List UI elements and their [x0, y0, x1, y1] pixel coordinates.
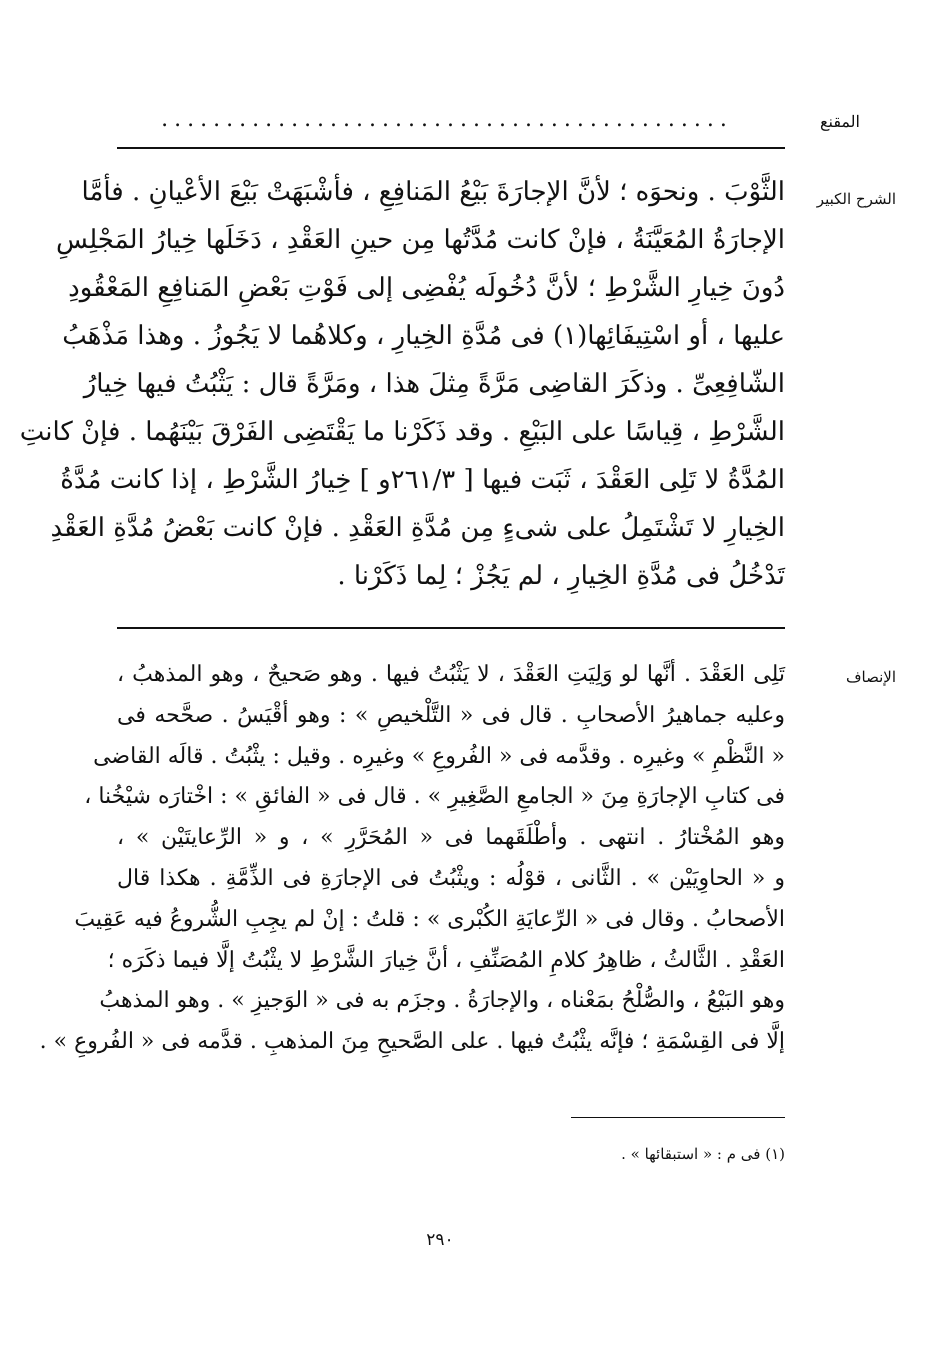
insaf-line: العَقْدِ . الثَّالثُ ، ظاهِرُ كلامِ المُصَنِّفِ ، أنَّ خِيارَ الشَّرْطِ لا يثْبُتُ إلَّا فيما ذكَرَه ؛: [107, 947, 785, 973]
sharh-section-label: الشرح الكبير: [816, 190, 896, 208]
sharh-line: تَدْخُلُ فى مُدَّةِ الخِيارِ ، لم يَجُزْ ؛ لِما ذَكَرْنا .: [337, 561, 785, 591]
footnote: (١) فى م : « استبقائها » .: [621, 1145, 785, 1163]
insaf-section-label: الإنصاف: [845, 668, 896, 686]
section-divider-rule: [117, 627, 785, 629]
sharh-line: الثَّوْبَ . ونحوَه ؛ لأنَّ الإجارَةَ بَيْعُ المَنافِعِ ، فأشْبَهَتْ بَيْعَ الأعْيانِ . فأمَّا: [81, 177, 785, 207]
insaf-line: و « الحاوِيَيْن » . الثَّانى ، قوْلُه : ويثْبُتُ فى الإجارَةِ فى الذِّمَّةِ . هكذا قال: [117, 865, 785, 891]
sharh-text-block: [19, 168, 785, 600]
sharh-line: الإجارَةُ المُعَيَّنَةُ ، فإنْ كانت مُدَّتُها مِن حينِ العَقْدِ ، دَخَلَها خِيارُ المَجْلِسِ: [56, 225, 785, 255]
running-header-title: المقنع: [819, 112, 860, 131]
header-rule: [117, 147, 785, 149]
page-number: ٢٩٠: [426, 1230, 454, 1250]
footnote-rule: [571, 1117, 785, 1118]
sharh-line: عليها ، أو اسْتِيفَائِها(١) فى مُدَّةِ الخِيارِ ، وكلاهُما لا يَجُوزُ . وهذا مَذْهَبُ: [62, 321, 785, 351]
insaf-line: « النَّظْمِ » وغيرِه . وقدَّمه فى « الفُروعِ » وغيرِه . وقيل : يثْبُتُ . قالَه القاضى: [93, 743, 785, 769]
insaf-text-block: [39, 655, 785, 1063]
sharh-line: الشَّرْطِ ، قِياسًا على البَيْعِ . وقد ذَكَرْنا ما يَقْتَضِى الفَرْقَ بَيْنَهُما . فإنْ كانتِ: [19, 417, 785, 447]
sharh-line: المُدَّةُ لا تَلِى العَقْدَ ، ثَبَت فيها [ ٢٦١/٣و ] خِيارُ الشَّرْطِ ، إذا كانت مُدَّةُ: [60, 465, 785, 495]
insaf-line: وهو المُخْتارُ . انتهى . وأطْلَقَهما فى « المُحَرَّرِ » ، و « الرِّعايتَيْن » ،: [117, 825, 785, 851]
insaf-line: تَلِى العَقْدَ . أنَّها لو وَلِيَتِ العَقْدَ ، لا يَثْبُتُ فيها . وهو صَحيحٌ ، وهو المذهبُ ،: [117, 662, 785, 687]
insaf-line: وعليه جماهيرُ الأصحابِ . قال فى « التَّلْخيصِ » : وهو أقْيَسُ . صحَّحه فى: [117, 702, 785, 728]
insaf-line: إلَّا فى القِسْمَةِ ؛ فإنَّه يثْبُتُ فيها . على الصَّحيحِ مِنَ المذهبِ . قدَّمه فى « الفُروعِ » .: [39, 1029, 785, 1055]
insaf-line: وهو البَيْعُ ، والصُّلْحُ بمَعْناه ، والإجارَةُ . وجزَم به فى « الوَجيزِ » . وهو المذهبُ: [99, 988, 785, 1014]
sharh-line: دُونَ خِيارِ الشَّرْطِ ؛ لأنَّ دُخُولَه يُفْضِى إلى فَوْتِ بَعْضِ المَنافِعِ المَعْقُودِ: [68, 273, 785, 303]
header-dotted-leader: ............................................: [161, 107, 733, 132]
insaf-line: فى كتابِ الإجارَةِ مِنَ « الجامعِ الصَّغِيرِ » . قال فى « الفائقِ » : اخْتارَه شيْخُنا ،: [84, 784, 785, 810]
insaf-line: الأصحابُ . وقال فى « الرِّعايَةِ الكُبْرى » : قلتُ : إنْ لم يجِبِ الشُّروعُ فيه عَقِيبَ: [74, 906, 785, 932]
sharh-line: الخِيارِ لا تَشْتَمِلُ على شىءٍ مِن مُدَّةِ العَقْدِ . فإنْ كانت بَعْضُ مُدَّةِ العَقْدِ: [50, 513, 785, 543]
sharh-line: الشّافِعِىِّ . وذكَرَ القاضِى مَرَّةً مِثلَ هذا ، ومَرَّةً قال : يَثْبُتُ فيها خِيارُ: [83, 369, 785, 399]
